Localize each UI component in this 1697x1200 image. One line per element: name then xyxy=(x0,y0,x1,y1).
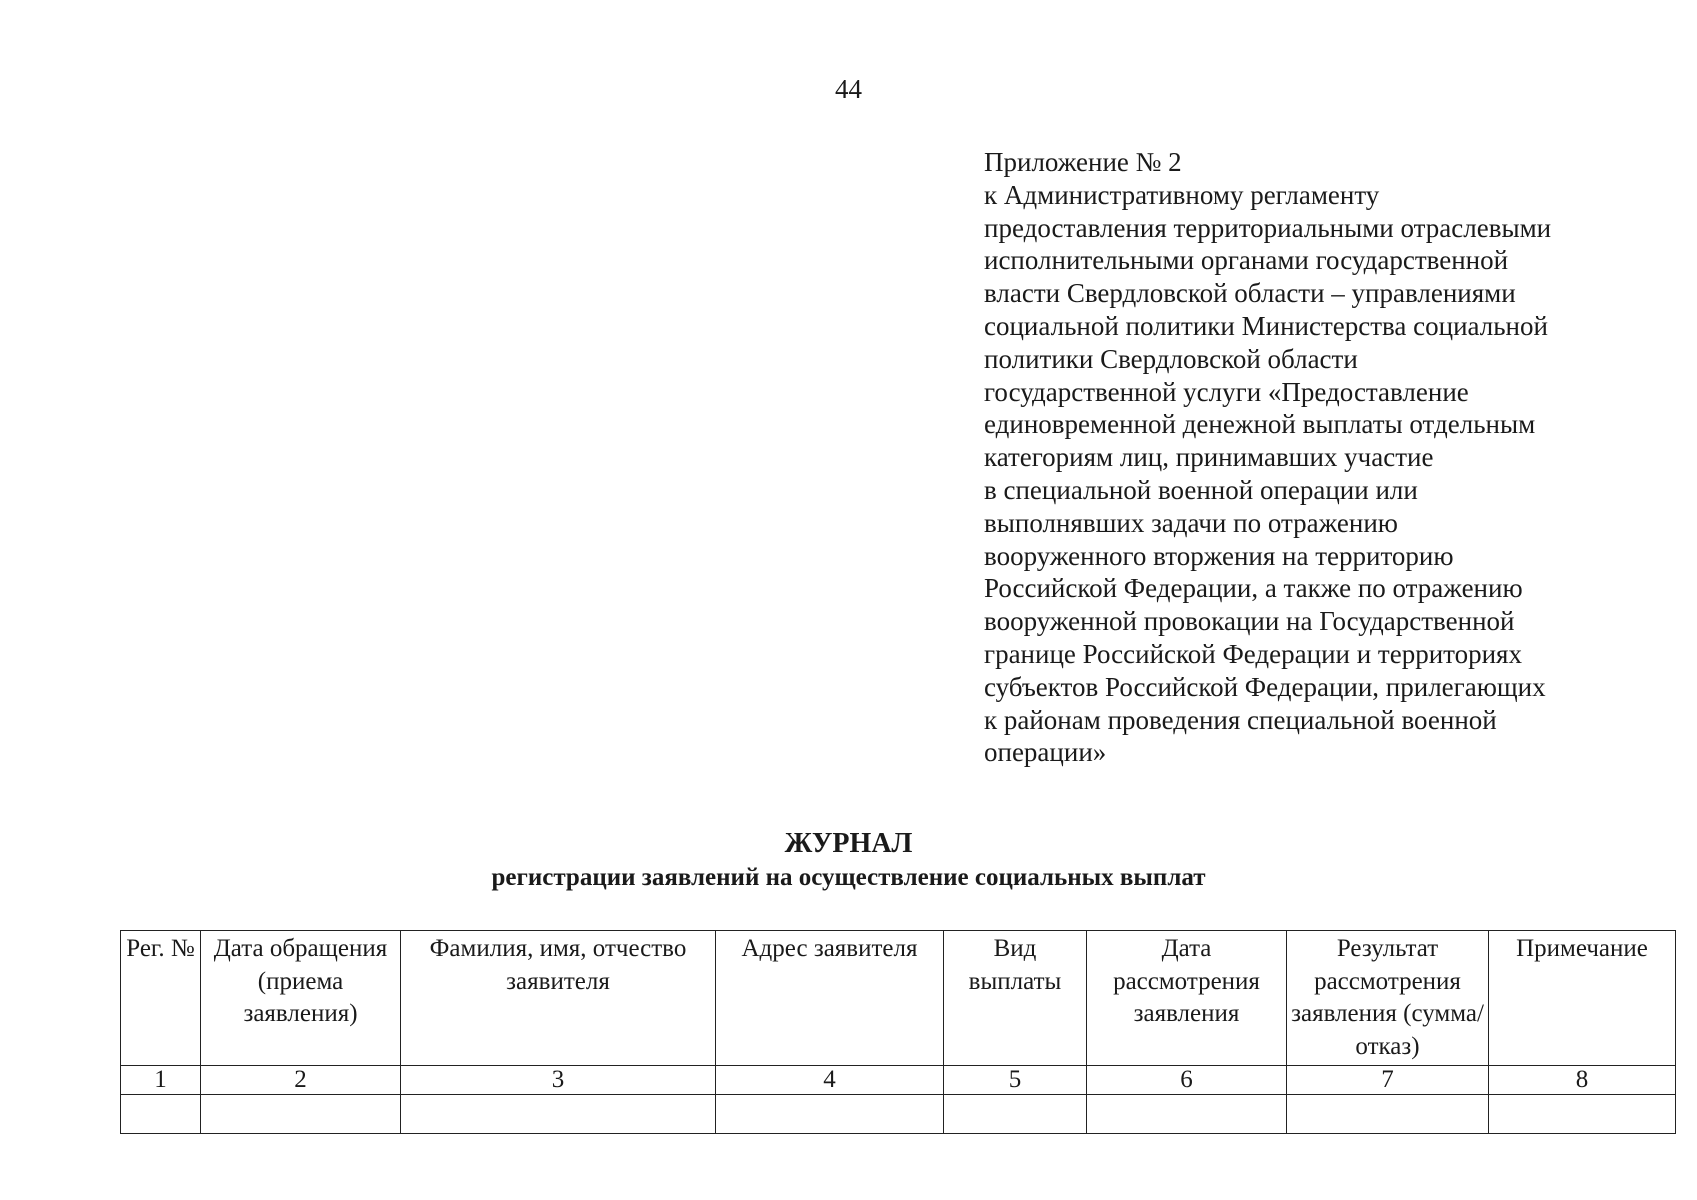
appendix-line: Российской Федерации, а также по отражению xyxy=(984,573,1523,604)
column-number-row xyxy=(121,1066,1676,1095)
appendix-reference xyxy=(984,146,1664,769)
column-number: 5 xyxy=(944,1066,1087,1095)
column-number: 4 xyxy=(716,1066,944,1095)
appendix-line: власти Свердловской области – управлениями xyxy=(984,278,1516,309)
column-number: 7 xyxy=(1287,1066,1489,1095)
header-applicant-name: Фамилия, имя, отчество заявителя xyxy=(401,931,716,1066)
appendix-line: исполнительными органами государственной xyxy=(984,245,1509,276)
header-applicant-address: Адрес заявителя xyxy=(716,931,944,1066)
header-row xyxy=(121,931,1676,1066)
appendix-line: в специальной военной операции или xyxy=(984,474,1418,505)
header-reg-number: Рег. № xyxy=(121,931,201,1066)
column-number: 8 xyxy=(1489,1066,1676,1095)
registration-table xyxy=(120,930,1676,1134)
empty-cell xyxy=(716,1095,944,1134)
header-review-result: Результат рассмотрения заявления (сумма/отказ) xyxy=(1287,931,1489,1066)
page-number: 44 xyxy=(835,74,862,104)
appendix-line: выполнявших задачи по отражению xyxy=(984,507,1398,538)
appendix-line: политики Свердловской области xyxy=(984,343,1358,374)
appendix-line: к Административному регламенту xyxy=(984,179,1380,210)
empty-cell xyxy=(1287,1095,1489,1134)
appendix-line: социальной политики Министерства социальной xyxy=(984,310,1548,341)
appendix-line: Приложение № 2 xyxy=(984,147,1182,177)
appendix-line: вооруженного вторжения на территорию xyxy=(984,540,1454,571)
empty-cell xyxy=(1489,1095,1676,1134)
appendix-line: границе Российской Федерации и территориях xyxy=(984,638,1522,669)
empty-entry-row xyxy=(121,1095,1676,1134)
appendix-line: государственной услуги «Предоставление xyxy=(984,376,1469,407)
empty-cell xyxy=(201,1095,401,1134)
appendix-line: категориям лиц, принимавших участие xyxy=(984,442,1434,473)
header-payment-type: Вид выплаты xyxy=(944,931,1087,1066)
empty-cell xyxy=(944,1095,1087,1134)
appendix-line: к районам проведения специальной военной xyxy=(984,704,1497,735)
journal-subtitle: регистрации заявлений на осуществление социальных выплат xyxy=(491,864,1206,891)
journal-title: ЖУРНАЛ xyxy=(784,828,913,859)
appendix-line: вооруженной провокации на Государственной xyxy=(984,606,1515,637)
column-number: 3 xyxy=(401,1066,716,1095)
empty-cell xyxy=(121,1095,201,1134)
appendix-line: единовременной денежной выплаты отдельным xyxy=(984,409,1536,440)
header-review-date: Дата рассмотрения заявления xyxy=(1087,931,1287,1066)
column-number: 1 xyxy=(121,1066,201,1095)
column-number: 6 xyxy=(1087,1066,1287,1095)
appendix-line: предоставления территориальными отраслевыми xyxy=(984,212,1552,243)
header-note: Примечание xyxy=(1489,931,1676,1066)
column-number: 2 xyxy=(201,1066,401,1095)
appendix-line: субъектов Российской Федерации, прилегающих xyxy=(984,671,1546,702)
header-application-date: Дата обращения (приема заявления) xyxy=(201,931,401,1066)
empty-cell xyxy=(401,1095,716,1134)
appendix-line: операции» xyxy=(984,737,1107,768)
empty-cell xyxy=(1087,1095,1287,1134)
